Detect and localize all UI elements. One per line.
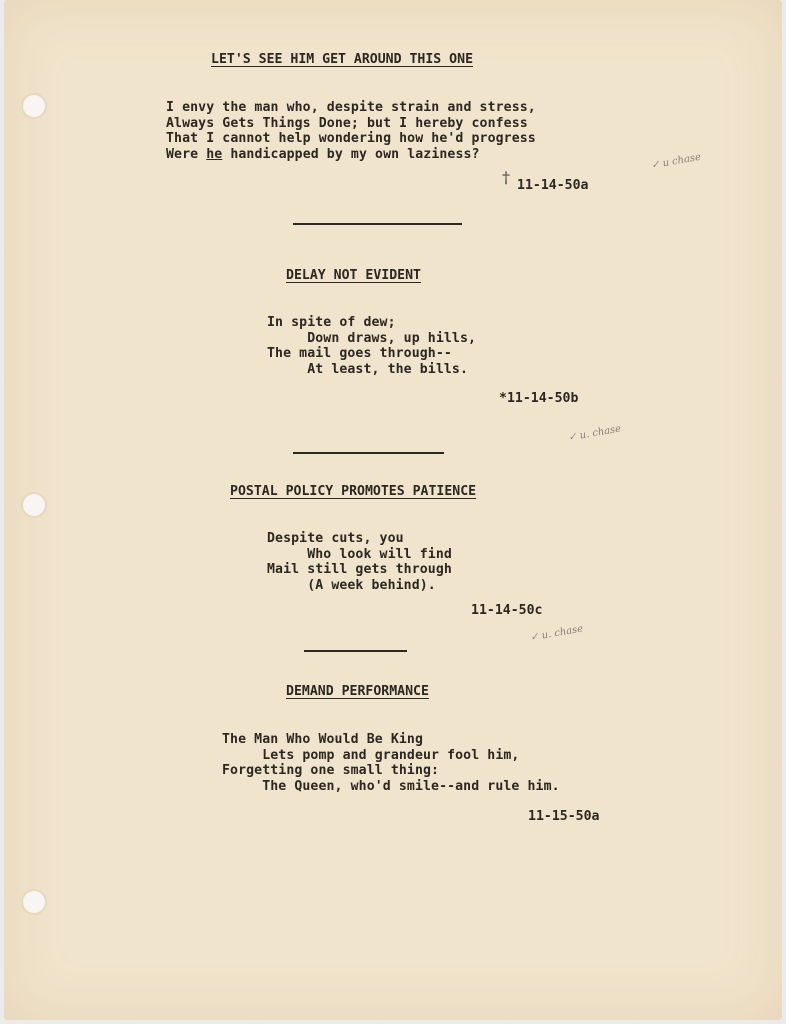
binder-hole-middle — [23, 494, 45, 516]
poem-line: The Man Who Would Be King — [222, 732, 423, 747]
poem-line: Forgetting one small thing: — [222, 763, 440, 778]
poem-line: The Queen, who'd smile--and rule him. — [222, 778, 560, 794]
typewritten-page — [4, 0, 782, 1020]
poem-line: Lets pomp and grandeur fool him, — [222, 747, 520, 763]
poem-line: At least, the bills. — [267, 361, 468, 377]
handwritten-note: ✓ u. chase — [529, 623, 584, 644]
poem-title: DELAY NOT EVIDENT — [286, 268, 421, 283]
poem-line: Mail still gets through — [267, 562, 452, 577]
emphasized-word: he — [206, 146, 223, 162]
poem-line: (A week behind). — [267, 577, 436, 593]
poem-line: Down draws, up hills, — [267, 330, 477, 346]
poem-line: The mail goes through-- — [267, 346, 452, 361]
poem-line: In spite of dew; — [267, 315, 396, 330]
poem-date: 11-15-50a — [528, 809, 600, 824]
poem-date: 11-14-50a — [517, 178, 589, 193]
poem-title: LET'S SEE HIM GET AROUND THIS ONE — [211, 52, 474, 67]
poem-line: That I cannot help wondering how he'd progress — [166, 131, 536, 146]
poem-title: DEMAND PERFORMANCE — [286, 684, 429, 699]
poem-title: POSTAL POLICY PROMOTES PATIENCE — [230, 484, 477, 499]
handwritten-note: ✓ u. chase — [567, 423, 622, 444]
handwritten-mark: † — [502, 168, 510, 187]
section-divider — [293, 452, 444, 454]
poem-date: 11-14-50c — [471, 603, 543, 618]
poem-line: I envy the man who, despite strain and stress, — [166, 100, 536, 115]
poem-date: *11-14-50b — [499, 391, 579, 406]
poem-line: Were he handicapped by my own laziness? — [166, 146, 480, 162]
section-divider — [304, 650, 407, 652]
poem-line: Always Gets Things Done; but I hereby confess — [166, 115, 528, 131]
binder-hole-bottom — [23, 891, 45, 913]
poem-line: Despite cuts, you — [267, 531, 404, 546]
handwritten-note: ✓ u chase — [650, 151, 702, 172]
poem-line: Who look will find — [267, 546, 452, 562]
section-divider — [293, 223, 462, 225]
binder-hole-top — [23, 95, 45, 117]
